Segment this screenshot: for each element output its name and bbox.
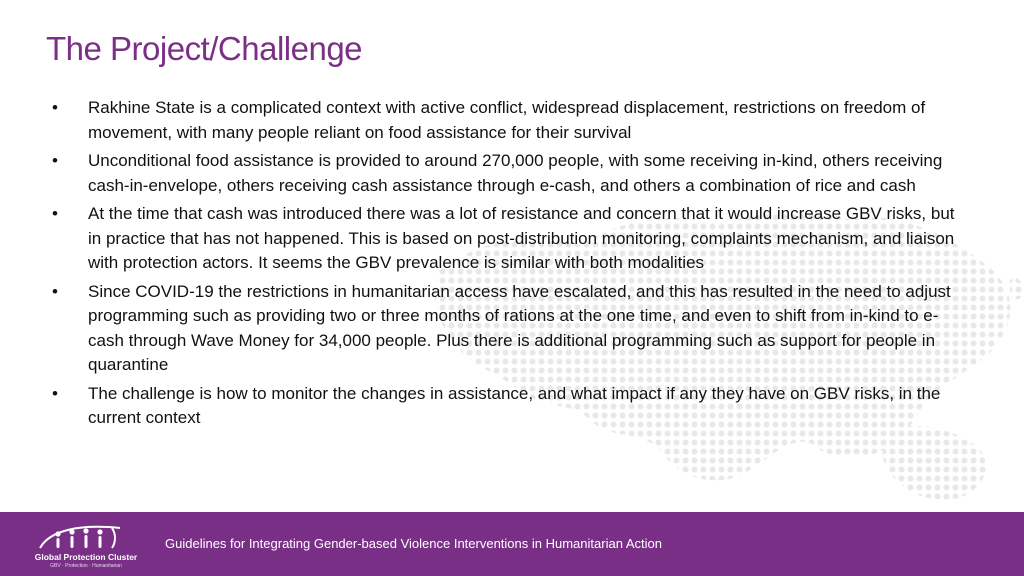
bullet-marker: • <box>52 98 58 117</box>
bullet-text: At the time that cash was introduced there was a lot of resistance and concern that it would increase GBV risks, but in practice that has not happened. This is based on post-distribution monitoring, complaints mechanism, and liaison with protection actors. It seems the GBV prevalence is similar with both modalities <box>88 204 955 272</box>
bullet-item <box>50 280 955 378</box>
bullet-item <box>50 149 955 198</box>
bullet-marker: • <box>52 281 58 301</box>
bullet-text: The challenge is how to monitor the changes in assistance, and what impact if any they have on GBV risks, in the current context <box>88 383 941 427</box>
bullet-text: Since COVID-19 the restrictions in humanitarian access have escalated, and this has resulted in the need to adjust programming such as providing two or three months of rations at the one time, and even to shift from in-kind to e-cash through Wave Money for 34,000 people. Plus there is additional programming such as support for people in quarantine <box>88 281 951 374</box>
global-protection-cluster-logo <box>30 522 142 572</box>
bullet-item <box>50 96 955 145</box>
bullet-item <box>50 382 955 431</box>
slide-title: The Project/Challenge <box>46 30 363 67</box>
bullet-text: Rakhine State is a complicated context with active conflict, widespread displacement, restrictions on freedom of movement, with many people reliant on food assistance for their survival <box>88 98 926 142</box>
footer-bar <box>0 512 1024 576</box>
bullet-item <box>50 202 955 276</box>
logo-tagline: GBV · Protection · Humanitarian <box>50 563 122 569</box>
bullet-text: Unconditional food assistance is provided to around 270,000 people, with some receiving in-kind, others receiving cash-in-envelope, others receiving cash assistance through e-cash, and others a combination of rice and cash <box>88 151 943 195</box>
bullet-list <box>50 96 955 435</box>
logo-wordmark: Global Protection Cluster <box>34 552 138 562</box>
bullet-marker: • <box>52 204 58 223</box>
bullet-marker: • <box>52 151 58 170</box>
bullet-marker: • <box>52 383 58 403</box>
people-figures-logo-icon <box>30 522 142 552</box>
footer-caption: Guidelines for Integrating Gender-based Violence Interventions in Humanitarian Action <box>165 536 662 551</box>
